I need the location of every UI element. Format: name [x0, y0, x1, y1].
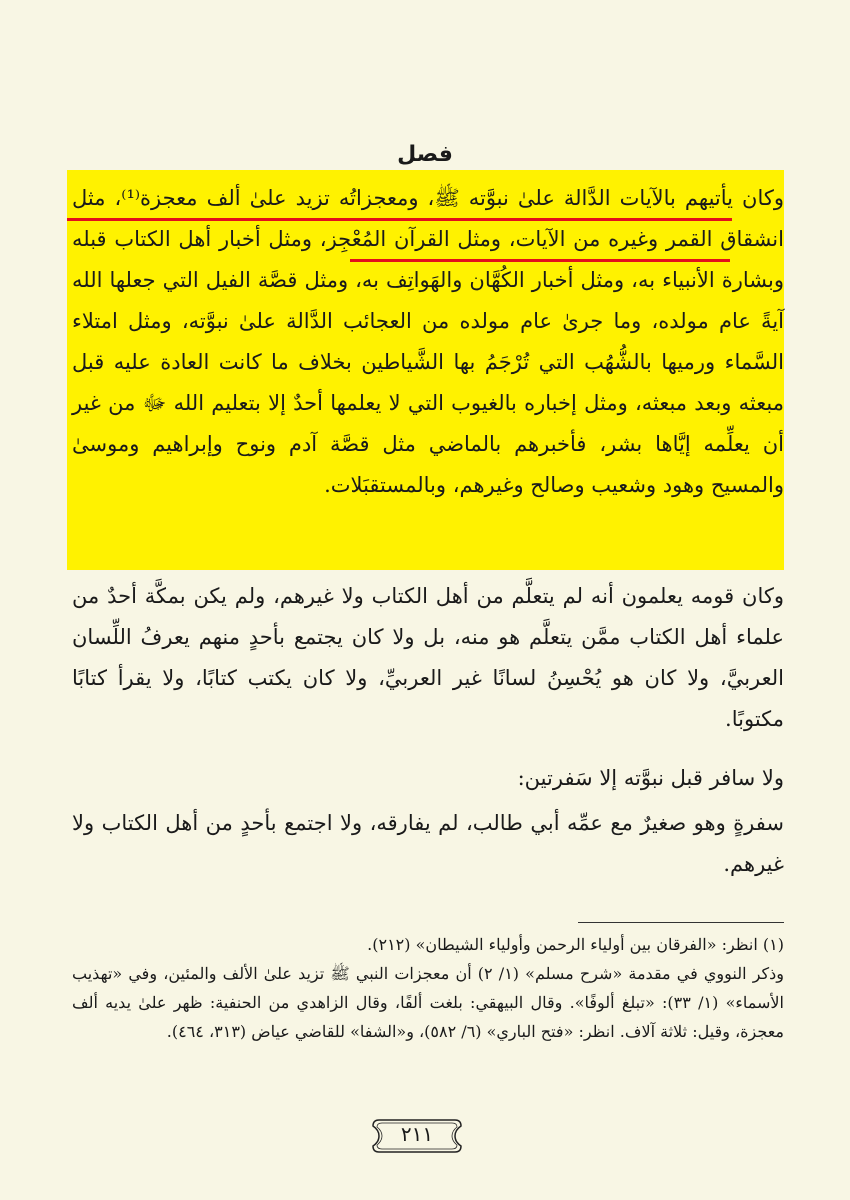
footnote-line-2: وذكر النووي في مقدمة «شرح مسلم» (١/ ٢) أن معجزات النبي ﷺ تزيد علىٰ الألف والمئين، وفي «تهذيب الأسماء» (١/ ٣٣): «تبلغ ألوفًا». وقال البيهقي: بلغت ألفًا، وقال الزاهدي من الحنفية: ظهر علىٰ يديه ألف معجزة، وقيل: ثلاثة آلاف. انظر: «فتح الباري» (٦/ ٥٨٢)، و«الشفا» للقاضي عياض (٣١٣، ٤٦٤). — [72, 964, 785, 1041]
paragraph-2: وكان قومه يعلمون أنه لم يتعلَّم من أهل الكتاب ولا غيرهم، ولم يكن بمكَّة أحدٌ من علماء أهل الكتاب ممَّن يتعلَّم هو منه، بل ولا كان يجتمع بأحدٍ منهم يعرفُ اللِّسان العربيَّ، ولا كان هو يُحْسِنُ لسانًا غير العربيِّ، ولا كان يكتب كتابًا، ولا يقرأ كتابًا مكتوبًا. — [72, 584, 784, 731]
paragraph-3: ولا سافر قبل نبوَّته إلا سَفرتين: — [517, 766, 784, 790]
red-underline-2 — [350, 259, 730, 262]
page-number-ornament — [369, 1116, 465, 1156]
section-heading: فصل — [397, 142, 453, 167]
footnote-line-1: (١) انظر: «الفرقان بين أولياء الرحمن وأولياء الشيطان» (٢١٢). — [367, 935, 784, 954]
red-underline-1 — [67, 218, 732, 221]
footnote-divider — [578, 922, 784, 923]
footnotes — [72, 930, 784, 1046]
page-number: ٢١١ — [400, 1122, 434, 1146]
paragraph-4: سفرةٍ وهو صغيرٌ مع عمِّه أبي طالب، لم يفارقه، ولا اجتمع بأحدٍ من أهل الكتاب ولا غيرهم. — [72, 811, 784, 876]
highlighted-paragraph: وكان يأتيهم بالآيات الدَّالة علىٰ نبوَّته ﷺ، ومعجزاتُه تزيد علىٰ ألف معجزة⁽¹⁾، مثل انشقاق القمر وغيره من الآيات، ومثل القرآن المُعْجِز، ومثل أخبار أهل الكتاب قبله وبشارة الأنبياء به، ومثل أخبار الكُهَّان والهَواتِف به، ومثل قصَّة الفيل التي جعلها الله آيةً عام مولده، وما جرىٰ عام مولده من العجائب الدَّالة علىٰ نبوَّته، ومثل امتلاء السَّماء ورميها بالشُّهُب التي تُرْجَمُ بها الشَّياطين بخلاف ما كانت العادة عليه قبل مبعثه وبعد مبعثه، ومثل إخباره بالغيوب التي لا يعلمها أحدٌ إلا بتعليم الله ﷻ من غير أن يعلِّمه إيَّاها بشر، فأخبرهم بالماضي مثل قصَّة آدم ونوح وإبراهيم وموسىٰ والمسيح وهود وشعيب وصالح وغيرهم، وبالمستقبَلات. — [72, 186, 784, 497]
